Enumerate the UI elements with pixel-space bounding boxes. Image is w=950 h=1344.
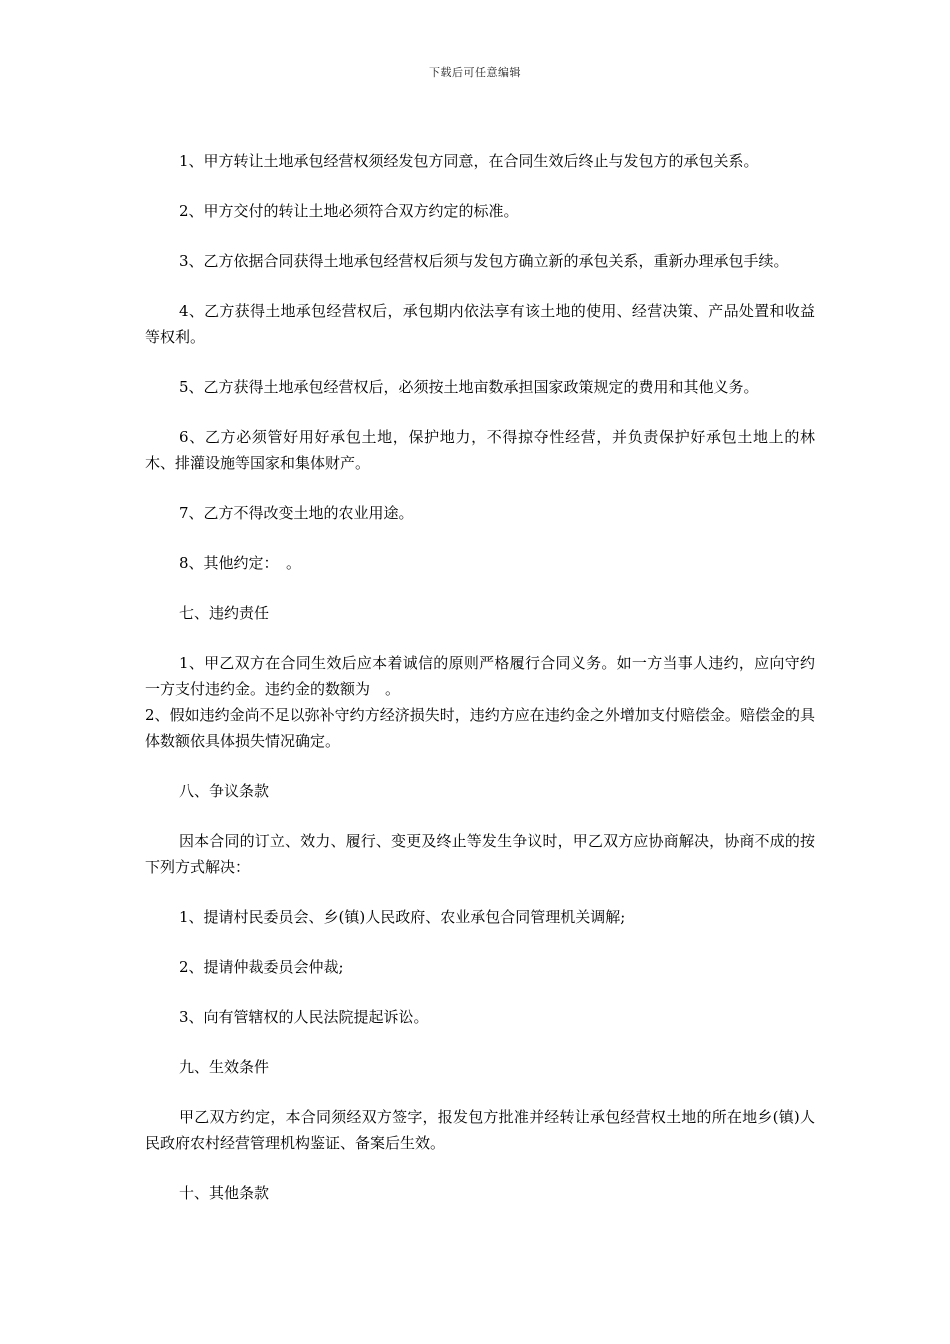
clause-4: 4、乙方获得土地承包经营权后，承包期内依法享有该土地的使用、经营决策、产品处置和收益等权利。 [145,302,815,346]
section-heading-breach: 七、违约责任 [179,604,270,622]
section-heading-effect: 九、生效条件 [179,1058,270,1076]
dispute-option-1: 1、提请村民委员会、乡(镇)人民政府、农业承包合同管理机关调解; [179,908,626,926]
clause-6: 6、乙方必须管好用好承包土地，保护地力，不得掠夺性经营，并负责保护好承包土地上的林木、排灌设施等国家和集体财产。 [145,428,815,472]
breach-clause-1: 1、甲乙双方在合同生效后应本着诚信的原则严格履行合同义务。如一方当事人违约，应向守约一方支付违约金。违约金的数额为 。 [145,654,815,698]
clause-3: 3、乙方依据合同获得土地承包经营权后须与发包方确立新的承包关系，重新办理承包手续。 [179,252,789,270]
dispute-option-2: 2、提请仲裁委员会仲裁; [179,958,344,976]
section-heading-other: 十、其他条款 [179,1184,270,1202]
clause-1: 1、甲方转让土地承包经营权须经发包方同意，在合同生效后终止与发包方的承包关系。 [179,152,759,170]
effect-clause: 甲乙双方约定，本合同须经双方签字，报发包方批准并经转让承包经营权土地的所在地乡(镇)人民政府农村经营管理机构鉴证、备案后生效。 [145,1108,815,1152]
clause-7: 7、乙方不得改变土地的农业用途。 [179,504,414,522]
breach-clause-2: 2、假如违约金尚不足以弥补守约方经济损失时，违约方应在违约金之外增加支付赔偿金。赔偿金的具体数额依具体损失情况确定。 [145,706,815,750]
document-body [145,148,815,1206]
clause-8: 8、其他约定： 。 [179,554,302,572]
dispute-intro: 因本合同的订立、效力、履行、变更及终止等发生争议时，甲乙双方应协商解决，协商不成的按下列方式解决： [145,832,815,876]
clause-2: 2、甲方交付的转让土地必须符合双方约定的标准。 [179,202,519,220]
dispute-option-3: 3、向有管辖权的人民法院提起诉讼。 [179,1008,429,1026]
section-heading-dispute: 八、争议条款 [179,782,270,800]
page-header: 下载后可任意编辑 [429,66,521,79]
clause-5: 5、乙方获得土地承包经营权后，必须按土地亩数承担国家政策规定的费用和其他义务。 [179,378,759,396]
